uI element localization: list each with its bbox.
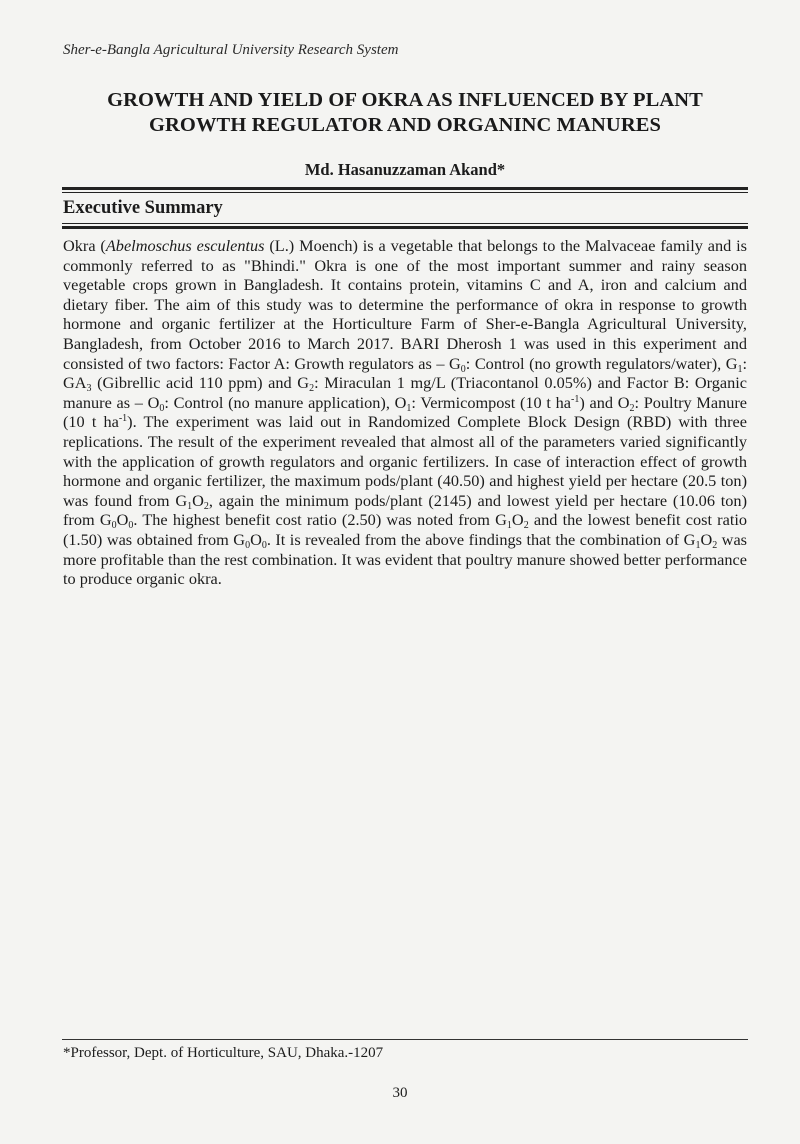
page-number: 30 xyxy=(392,1085,408,1101)
scientific-name: Abelmoschus esculentus xyxy=(105,236,265,255)
executive-summary-paragraph: Okra (Abelmoschus esculentus (L.) Moench) is a vegetable that belongs to the Malvaceae family and is commonly referred to as "Bhindi." Okra is one of the most important summer and rainy season vegetable crops grown in Bangladesh. It contains protein, vitamins C and A, iron and calcium and dietary fiber. The aim of this study was to determine the performance of okra in response to growth hormone and organic fertilizer at the Horticulture Farm of Sher-e-Bangla Agricultural University, Bangladesh, from October 2016 to March 2017. BARI Dherosh 1 was used in this experiment and consisted of two factors: Factor A: Growth regulators as – $G_0$: Control (no growth regulators/water), $G_1$: $GA_3$ (Gibrellic acid 110 ppm) and $G_2$: Miraculan 1 mg/L (Triacontanol 0.05%) and Factor B: Organic manure as – $O_0$: Control (no manure application), $O_1$: Vermicompost (10 t $ha^{-1}$) and $O_2$: Poultry Manure (10 t $ha^{-1}$). The experiment was laid out in Randomized Complete Block Design (RBD) with three replications. The result of the experiment revealed that almost all of the parameters varied significantly with the application of growth regulators and organic fertilizers. In case of interaction effect of growth hormone and organic fertilizer, the maximum pods/plant (40.50) and highest yield per hectare (20.5 ton) was found from $G_1O_2$, again the minimum pods/plant (2145) and lowest yield per hectare (10.06 ton) from $G_0O_0$. The highest benefit cost ratio (2.50) was noted from $G_1O_2$ and the lowest benefit cost ratio (1.50) was obtained from $G_0O_0$. It is revealed from the above findings that the combination of $G_1O_2$ was more profitable than the rest combination. It was evident that poultry manure showed better performance to produce organic okra. xyxy=(63,236,748,589)
paper-title-line-2: GROWTH REGULATOR AND ORGANINC MANURES xyxy=(148,114,662,136)
running-head: Sher-e-Bangla Agricultural University Research System xyxy=(63,42,399,58)
paper-title xyxy=(60,88,750,138)
footnote-rule xyxy=(62,1039,748,1040)
top-rule-thin xyxy=(62,192,748,193)
heading-rule-thin xyxy=(62,223,748,224)
paper-title-line-1: GROWTH AND YIELD OF OKRA AS INFLUENCED BY PLANT xyxy=(107,89,703,111)
author-name: Md. Hasanuzzaman Akand* xyxy=(304,160,506,179)
top-rule-thick xyxy=(62,187,748,190)
author-footnote: *Professor, Dept. of Horticulture, SAU, Dhaka.-1207 xyxy=(63,1045,384,1061)
section-heading: Executive Summary xyxy=(63,198,223,218)
heading-rule-thick xyxy=(62,226,748,229)
